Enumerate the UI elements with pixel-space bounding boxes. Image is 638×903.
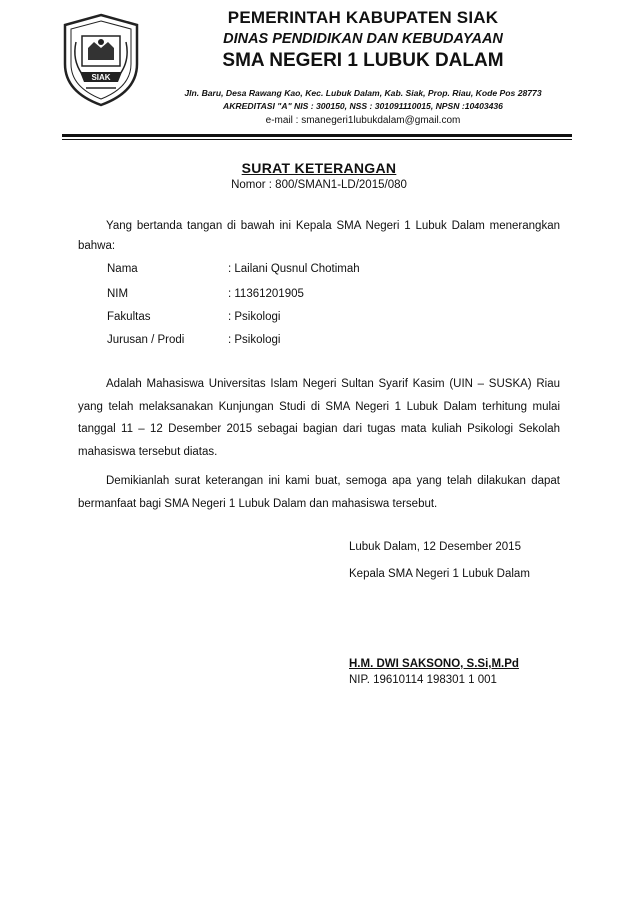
- letterhead-rule-thin: [62, 139, 572, 140]
- closing-paragraph: Demikianlah surat keterangan ini kami buat, semoga apa yang telah dilakukan dapat bermanfaat bagi SMA Negeri 1 Lubuk Dalam dan mahasiswa tersebut.: [78, 475, 560, 510]
- signature-nip: NIP. 19610114 198301 1 001: [349, 674, 497, 686]
- field-value: : Lailani Qusnul Chotimah: [228, 263, 360, 275]
- letterhead-government: PEMERINTAH KABUPATEN SIAK: [227, 8, 499, 27]
- letterhead-accreditation: AKREDITASI "A" NIS : 300150, NSS : 301091110015, NPSN :10403436: [223, 101, 503, 111]
- field-label: Nama: [107, 263, 138, 275]
- signature-position: Kepala SMA Negeri 1 Lubuk Dalam: [349, 568, 530, 580]
- field-value: : Psikologi: [228, 334, 281, 346]
- letterhead-email: e-mail : smanegeri1lubukdalam@gmail.com: [265, 115, 461, 126]
- letterhead-address: Jln. Baru, Desa Rawang Kao, Kec. Lubuk Dalam, Kab. Siak, Prop. Riau, Kode Pos 28773: [184, 88, 542, 98]
- intro-paragraph: Yang bertanda tangan di bawah ini Kepala SMA Negeri 1 Lubuk Dalam menerangkan bahwa:: [78, 220, 560, 252]
- letterhead-agency: DINAS PENDIDIKAN DAN KEBUDAYAAN: [223, 31, 503, 47]
- field-label: Fakultas: [107, 311, 151, 323]
- body-paragraph: Adalah Mahasiswa Universitas Islam Negeri Sultan Syarif Kasim (UIN – SUSKA) Riau yang telah melaksanakan Kunjungan Studi di SMA Negeri 1 Lubuk Dalam terhitung mulai tanggal 11 – 12 Desember 2015 sebagai bagian dari tugas mata kuliah Psikologi Sekolah mahasiswa tersebut diatas.: [78, 378, 560, 458]
- logo-lettering: SIAK: [91, 73, 111, 82]
- document-number: Nomor : 800/SMAN1-LD/2015/080: [231, 179, 407, 191]
- letterhead-rule-thick: [62, 134, 572, 137]
- siak-emblem-logo: [60, 12, 142, 108]
- field-label: NIM: [107, 288, 129, 300]
- field-value: : 11361201905: [228, 288, 304, 300]
- field-label: Jurusan / Prodi: [107, 334, 185, 346]
- document-title: SURAT KETERANGAN: [241, 160, 397, 176]
- signature-place-date: Lubuk Dalam, 12 Desember 2015: [349, 541, 521, 553]
- signature-name: H.M. DWI SAKSONO, S.Si,M.Pd: [349, 658, 519, 670]
- field-value: : Psikologi: [228, 311, 281, 323]
- letterhead-school: SMA NEGERI 1 LUBUK DALAM: [222, 50, 504, 71]
